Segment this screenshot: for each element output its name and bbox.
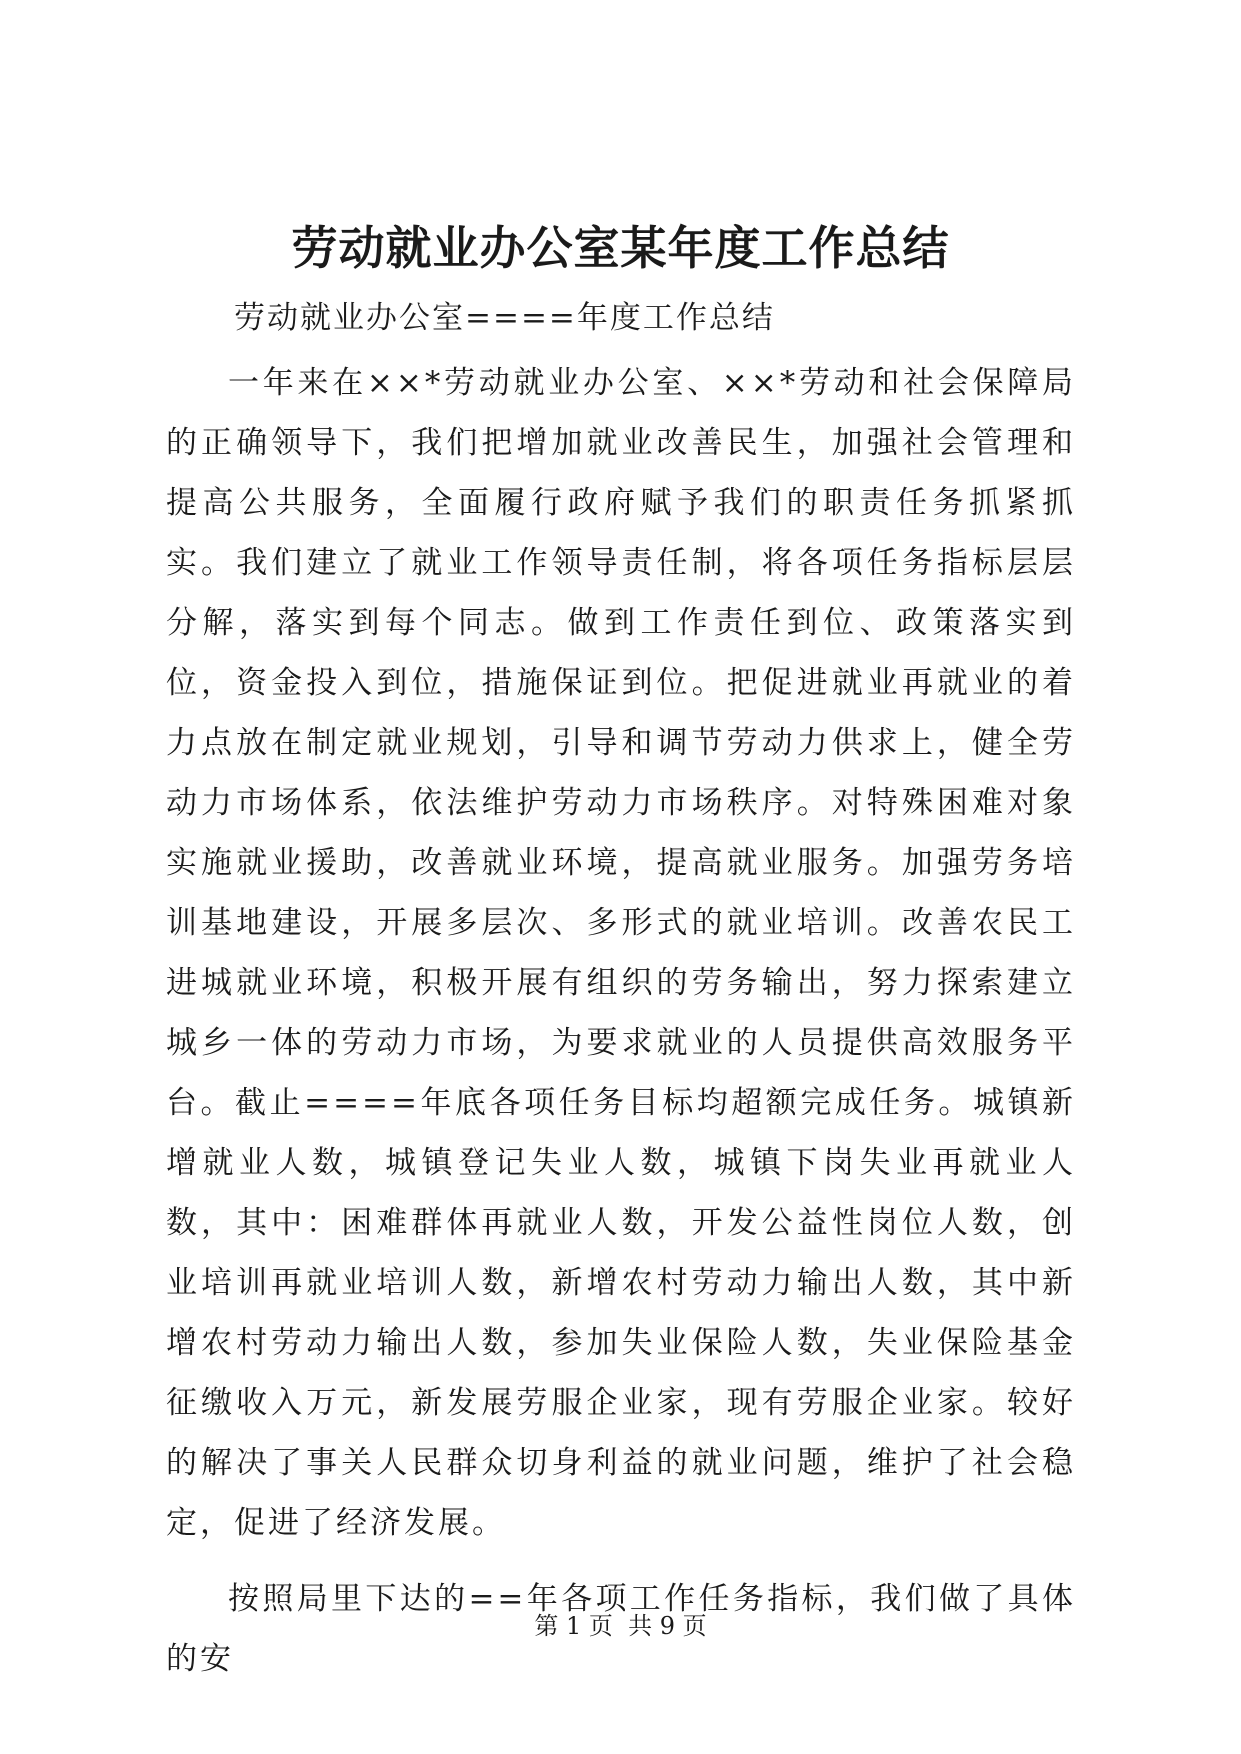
document-body (166, 353, 1076, 1689)
document-title: 劳动就业办公室某年度工作总结 (291, 221, 950, 275)
page-number-footer: 第 1 页 共 9 页 (534, 1612, 707, 1640)
body-paragraph: 一年来在××*劳动就业办公室、××*劳动和社会保障局的正确领导下，我们把增加就业改善民生，加强社会管理和提高公共服务，全面履行政府赋予我们的职责任务抓紧抓实。我们建立了就业工作领导责任制，将各项任务指标层层分解，落实到每个同志。做到工作责任到位、政策落实到位，资金投入到位，措施保证到位。把促进就业再就业的着力点放在制定就业规划，引导和调节劳动力供求上，健全劳动力市场体系，依法维护劳动力市场秩序。对特殊困难对象实施就业援助，改善就业环境，提高就业服务。加强劳务培训基地建设，开展多层次、多形式的就业培训。改善农民工进城就业环境，积极开展有组织的劳务输出，努力探索建立城乡一体的劳动力市场，为要求就业的人员提供高效服务平台。截止====年底各项任务目标均超额完成任务。城镇新增就业人数，城镇登记失业人数，城镇下岗失业再就业人数，其中：困难群体再就业人数，开发公益性岗位人数，创业培训再就业培训人数，新增农村劳动力输出人数，其中新增农村劳动力输出人数，参加失业保险人数，失业保险基金征缴收入万元，新发展劳服企业家，现有劳服企业家。较好的解决了事关人民群众切身利益的就业问题，维护了社会稳定，促进了经济发展。 (166, 365, 1076, 1541)
document-subtitle: 劳动就业办公室====年度工作总结 (234, 300, 775, 336)
body-paragraph: 按照局里下达的==年各项工作任务指标，我们做了具体的安 (166, 1581, 1076, 1677)
